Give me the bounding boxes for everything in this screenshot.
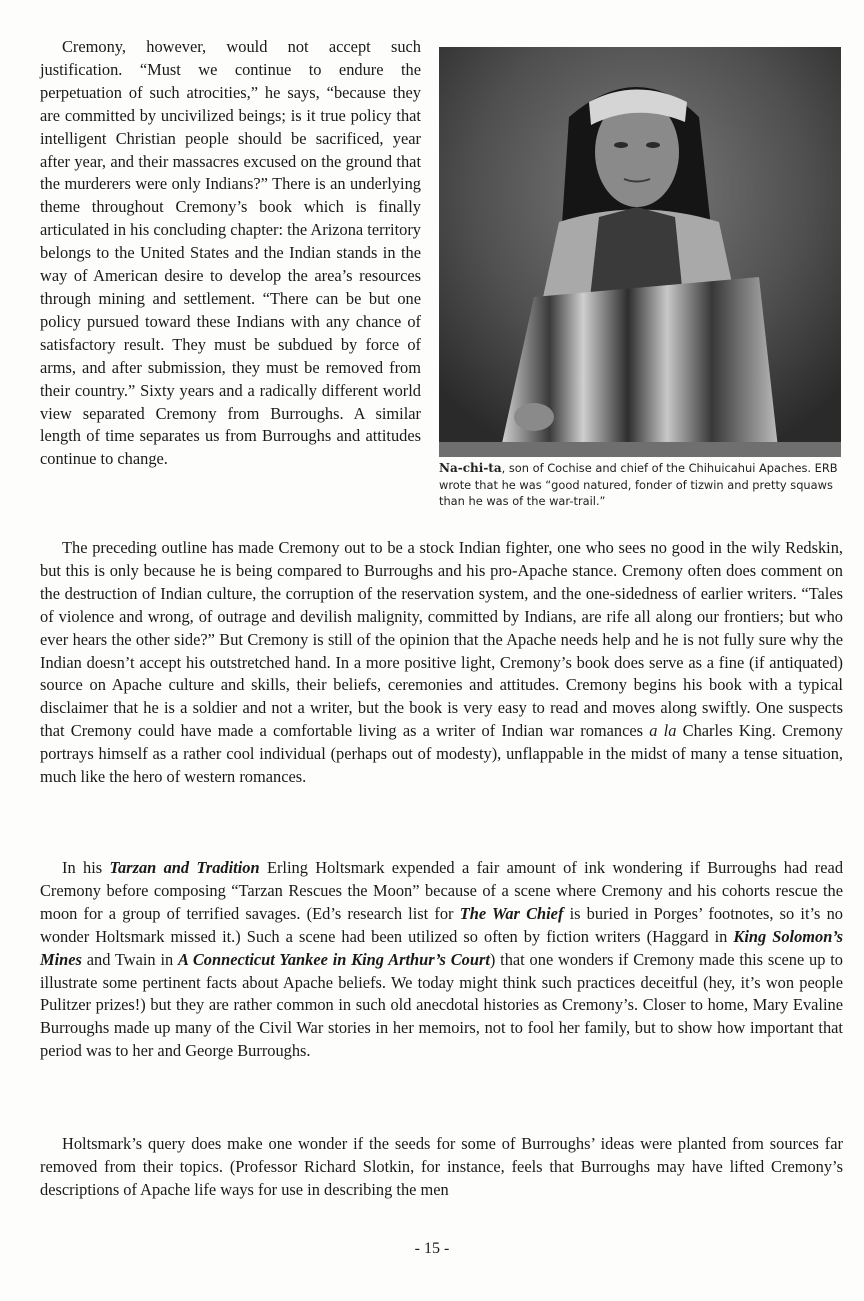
paragraph-2-block: [40, 537, 843, 789]
paragraph-3-block: [40, 857, 843, 1063]
photo-figure: [439, 47, 841, 510]
title-connecticut-yankee: A Connecticut Yankee in King Arthur’s Court: [178, 949, 490, 969]
paragraph-2: The preceding outline has made Cremony out to be a stock Indian fighter, one who sees no good in the wily Redskin, but this is only because he is being compared to Burroughs and his pro-Apache stance. Cremony often does comment on the destruction of Indian culture, the corruption of the reservation system, and the one-sidedness of earlier writers. “Tales of violence and wrong, of outrage and devilish malignity, committed by Indians, are rife all along our frontiers; but who ever hears the other side?” But Cremony is still of the opinion that the Apache needs help and he is not fully sure why the Indian doesn’t accept his outstretched hand. In a more positive light, Cremony’s book does serve as a fine (if antiquated) source on Apache culture and skills, their beliefs, ceremonies and attitudes. Cremony begins his book with a typical disclaimer that he is a soldier and not a writer, but the book is very easy to read and moves along swiftly. One suspects that Cremony could have made a comfortable living as a writer of Indian war romances a la Charles King. Cremony portrays himself as a rather cool individual (perhaps out of modesty), unflappable in the midst of many a tense situation, much like the hero of western romances.: [40, 538, 844, 787]
caption-name: Na-chi-ta: [439, 461, 502, 475]
photo-caption: [439, 460, 841, 510]
page-number: - 15 -: [414, 1240, 450, 1257]
italic-a-la: a la: [649, 721, 677, 741]
paragraph-1: Cremony, however, would not accept such justification. “Must we continue to endure the perpetuation of such atrocities,” he says, “because they are committed by uncivilized beings; is it true policy that intelligent Christian people should be sacrificed, year after year, and their massacres excused on the ground that the murderers were only Indians?” There is an underlying theme throughout Cremony’s book which is finally articulated in his concluding chapter: the Arizona territory belongs to the United States and the Indian stands in the way of American desire to develop the area’s resources through mining and settlement. “There can be but one policy pursued toward these Indians with any chance of satisfactory result. They must be subdued by force of arms, and after submission, they must be removed from their country.” Sixty years and a radically different world view separated Cremony from Burroughs. A similar length of time separates us from Burroughs and attitudes continue to change.: [40, 37, 421, 469]
paragraph-4-block: [40, 1133, 843, 1202]
portrait-photo: [439, 47, 841, 457]
title-tarzan-and-tradition: Tarzan and Tradition: [109, 858, 260, 877]
paragraph-4: Holtsmark’s query does make one wonder if the seeds for some of Burroughs’ ideas were planted from sources far removed from their topics. (Professor Richard Slotkin, for instance, feels that Burroughs may have lifted Cremony’s descriptions of Apache life ways for use in describing the men: [40, 1134, 843, 1199]
paragraph-3: In his Tarzan and Tradition Erling Holtsmark expended a fair amount of ink wondering if Burroughs had read Cremony before composing “Tarzan Rescues the Moon” because of a scene where Cremony and his cohorts rescue the moon for a group of terrified savages. (Ed’s research list for The War Chief is buried in Porges’ footnotes, so it’s no wonder Holtsmark missed it.) Such a scene had been utilized so often by fiction writers (Haggard in King Solomon’s Mines and Twain in A Connecticut Yankee in King Arthur’s Court) that one wonders if Cremony made this scene up to illustrate some pertinent facts about Apache beliefs. We today might think such practices deceitful (hey, it’s won people Pulitzer prizes!) but they are rather common in such old anecdotal histories as Cremony’s. Closer to home, Mary Evaline Burroughs made up many of the Civil War stories in her memoirs, not to fool her family, but to show how important that period was to her and George Burroughs.: [40, 858, 844, 1061]
caption-text: , son of Cochise and chief of the Chihuicahui Apaches. ERB wrote that he was “good natured, fonder of tizwin and pretty squaws than he was of the war-trail.”: [439, 461, 838, 508]
title-the-war-chief: The War Chief: [459, 903, 564, 923]
portrait-illustration: [439, 47, 841, 457]
title-king-solomons-mines: King Solomon’s Mines: [40, 926, 843, 969]
column-text: [40, 36, 421, 471]
